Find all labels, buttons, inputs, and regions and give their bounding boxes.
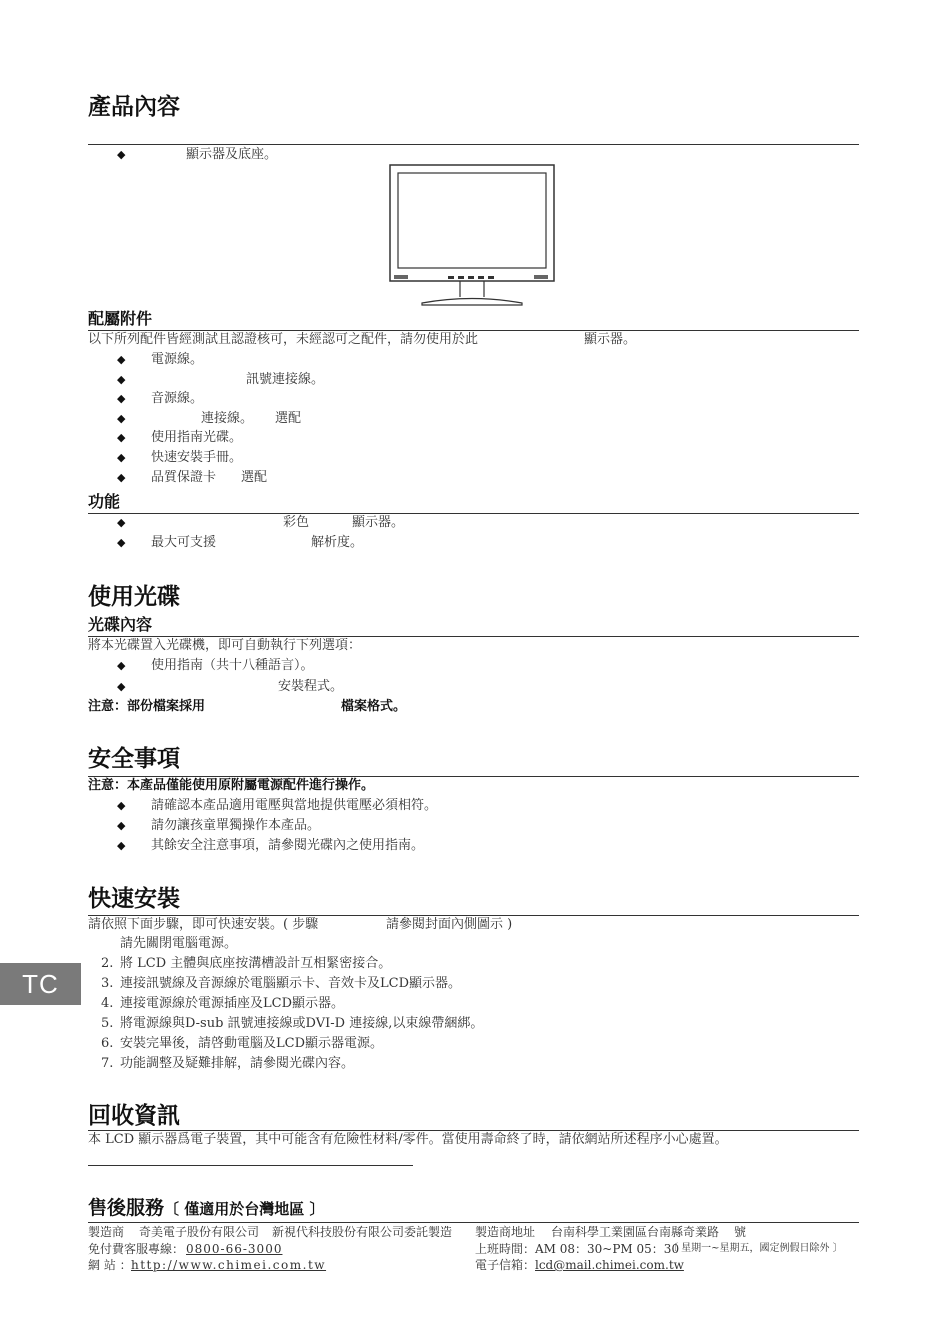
short-divider [88, 1165, 413, 1166]
bullet-icon: ◆ [117, 471, 126, 484]
bullet-icon: ◆ [117, 353, 126, 366]
cd-item: 使用指南（共十八種語言）。 [151, 658, 314, 673]
step-number: 6. [101, 1036, 114, 1051]
bullet-icon: ◆ [117, 412, 126, 425]
address-end: 號 [734, 1225, 747, 1239]
install-step-1: 請先關閉電腦電源。 [120, 936, 238, 951]
feature-item: 彩色 [283, 515, 310, 530]
install-step: 安裝完畢後，請啓動電腦及LCD顯示器電源。 [120, 1036, 384, 1051]
accessory-item-note: 選配 [241, 470, 268, 485]
install-step: 將電源線與D-sub 訊號連接線或DVI-D 連接線,以束線帶綑綁。 [120, 1016, 484, 1031]
accessory-item: 音源線。 [151, 391, 204, 406]
service-title: 售後服務 [88, 1197, 165, 1219]
install-step: 功能調整及疑難排解，請參閱光碟內容。 [120, 1056, 355, 1071]
bullet-icon: ◆ [117, 659, 126, 672]
feature-item: 解析度。 [311, 535, 364, 550]
section-title-accessories: 配屬附件 [88, 309, 153, 328]
email-label: 電子信箱： [475, 1258, 536, 1272]
bullet-icon: ◆ [117, 451, 126, 464]
hotline-label: 免付費客服專線： [88, 1242, 185, 1256]
email-link[interactable]: lcd@mail.chimei.com.tw [535, 1258, 684, 1272]
maker-label: 製造商 [88, 1225, 125, 1239]
bullet-icon: ◆ [117, 839, 126, 852]
install-step: 連接訊號線及音源線於電腦顯示卡、音效卡及LCD顯示器。 [120, 976, 462, 991]
cd-note-end: 檔案格式。 [341, 699, 407, 714]
address: 台南科學工業園區台南縣奇業路 [551, 1225, 720, 1239]
language-tab: TC [0, 963, 81, 1005]
bullet-icon: ◆ [117, 148, 126, 161]
accessory-item: 連接線。 [201, 411, 254, 426]
section-title-features: 功能 [88, 492, 121, 511]
bullet-icon: ◆ [117, 373, 126, 386]
install-step: 連接電源線於電源插座及LCD顯示器。 [120, 996, 345, 1011]
install-intro-end: 請參閱封面內側圖示 ) [386, 917, 513, 932]
section-rule [88, 144, 859, 145]
section-title-service [88, 1193, 324, 1224]
step-number: 7. [101, 1056, 114, 1071]
accessory-item: 訊號連接線。 [246, 372, 325, 387]
section-title-install: 快速安裝 [88, 886, 180, 912]
step-number: 4. [101, 996, 114, 1011]
section-title-contents: 產品內容 [88, 94, 180, 120]
install-step: 將 LCD 主體與底座按溝槽設計互相緊密接合。 [120, 956, 392, 971]
office-hours: 上班時間：AM 08：30~PM 05：30 [475, 1242, 680, 1256]
hotline-number[interactable]: 0800-66-3000 [186, 1242, 283, 1256]
cd-item: 安裝程式。 [278, 679, 344, 694]
accessories-intro-end: 顯示器。 [584, 332, 637, 347]
feature-item: 最大可支援 [151, 535, 217, 550]
cd-intro: 將本光碟置入光碟機，即可自動執行下列選項： [88, 638, 362, 653]
safety-note: 注意：本產品僅能使用原附屬電源配件進行操作。 [88, 778, 375, 793]
contents-bullet: 顯示器及底座。 [186, 147, 278, 162]
service-subtitle: 〔 僅適用於台灣地區 〕 [164, 1200, 325, 1218]
accessory-item-note: 選配 [275, 411, 302, 426]
section-title-safety: 安全事項 [88, 746, 180, 772]
accessory-item: 使用指南光碟。 [151, 430, 243, 445]
accessory-item: 快速安裝手冊。 [151, 450, 243, 465]
office-hours-note: 〔 星期一~星期五，國定例假日除外 〕 [668, 1243, 843, 1254]
bullet-icon: ◆ [117, 819, 126, 832]
section-subtitle-cd: 光碟內容 [88, 615, 153, 634]
recycle-text: 本 LCD 顯示器爲電子裝置，其中可能含有危險性材料/零件。當使用壽命終了時，請依網站所述程序小心處置。 [88, 1132, 728, 1147]
bullet-icon: ◆ [117, 536, 126, 549]
website-label: 網 站 ： [88, 1258, 132, 1272]
section-title-recycle: 回收資訊 [88, 1103, 180, 1129]
cd-note: 注意：部份檔案採用 [88, 699, 206, 714]
safety-item: 請確認本產品適用電壓與當地提供電壓必須相符。 [151, 798, 438, 813]
website-link[interactable]: http://www.chimei.com.tw [131, 1258, 327, 1272]
maker-name: 奇美電子股份有限公司 [139, 1225, 260, 1239]
step-number: 5. [101, 1016, 114, 1031]
feature-item: 顯示器。 [352, 515, 405, 530]
step-number: 3. [101, 976, 114, 991]
accessories-intro: 以下所列配件皆經測試且認證核可，未經認可之配件，請勿使用於此 [88, 332, 479, 347]
section-title-cd: 使用光碟 [88, 584, 180, 610]
section-rule [88, 513, 859, 514]
bullet-icon: ◆ [117, 799, 126, 812]
monitor-illustration [388, 163, 558, 308]
install-intro: 請依照下面步驟，即可快速安裝。( 步驟 [88, 917, 319, 932]
bullet-icon: ◆ [117, 680, 126, 693]
accessory-item: 品質保證卡 [151, 470, 217, 485]
accessory-item: 電源線。 [151, 352, 204, 367]
maker-contract: 新視代科技股份有限公司委託製造 [272, 1225, 453, 1239]
bullet-icon: ◆ [117, 392, 126, 405]
safety-item: 其餘安全注意事項，請參閱光碟內之使用指南。 [151, 838, 425, 853]
step-number: 2. [101, 956, 114, 971]
address-label: 製造商地址 [475, 1225, 536, 1239]
safety-item: 請勿讓孩童單獨操作本產品。 [151, 818, 321, 833]
bullet-icon: ◆ [117, 516, 126, 529]
bullet-icon: ◆ [117, 431, 126, 444]
